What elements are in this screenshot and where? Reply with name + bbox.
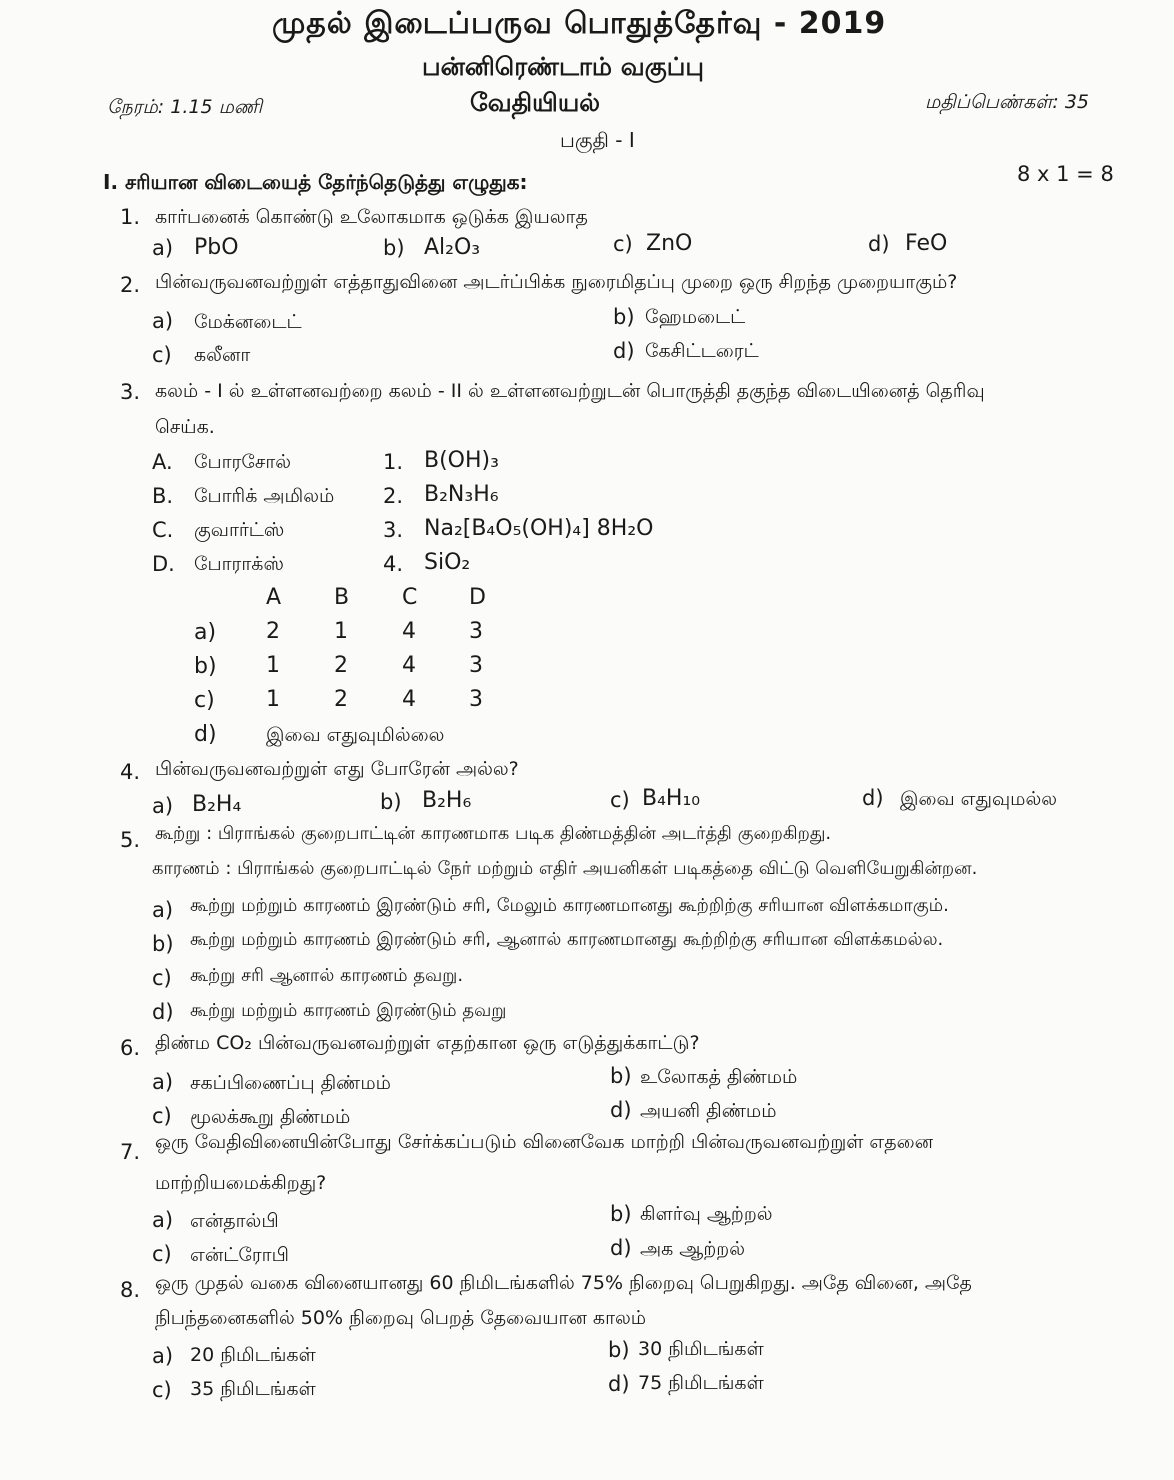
option-label: c) — [152, 1378, 172, 1402]
subject-name: வேதியியல் — [470, 88, 601, 117]
option-text: 20 நிமிடங்கள் — [190, 1344, 316, 1366]
column2-item: B₂N₃H₆ — [424, 482, 499, 507]
option-label: a) — [152, 794, 174, 818]
table-header: D — [469, 585, 486, 610]
option-label: a) — [152, 1070, 174, 1094]
column2-item: Na₂[B₄O₅(OH)₄] 8H₂O — [424, 516, 654, 541]
option-text: சகப்பிணைப்பு திண்மம் — [190, 1072, 391, 1094]
option-label: a) — [152, 309, 174, 333]
option-text: 75 நிமிடங்கள் — [638, 1372, 764, 1394]
column1-item: போரிக் அமிலம் — [194, 485, 335, 507]
question-number: 1. — [120, 205, 141, 229]
table-cell: 1 — [334, 619, 348, 644]
table-header: C — [402, 585, 418, 610]
option-label: d) — [862, 786, 884, 810]
option-label: d) — [613, 339, 635, 363]
option-label: a) — [152, 1208, 174, 1232]
option-text: B₂H₄ — [192, 792, 242, 817]
table-cell: 2 — [266, 619, 280, 644]
table-header: A — [266, 585, 282, 610]
option-text: ஹேமடைட் — [645, 306, 746, 328]
exam-time: நேரம்: 1.15 மணி — [107, 96, 263, 118]
column1-item: குவார்ட்ஸ் — [194, 519, 285, 541]
option-text: இவை எதுவுமல்ல — [900, 788, 1058, 810]
question-number: 3. — [120, 380, 141, 404]
table-row-label: a) — [194, 620, 217, 645]
option-text: 35 நிமிடங்கள் — [190, 1378, 316, 1400]
question-number: 4. — [120, 760, 141, 784]
column2-item: SiO₂ — [424, 550, 471, 575]
option-label: b) — [608, 1338, 630, 1362]
option-text: உலோகத் திண்மம் — [640, 1066, 798, 1088]
option-label: b) — [610, 1064, 632, 1088]
table-cell: 3 — [469, 653, 483, 678]
option-text: 30 நிமிடங்கள் — [638, 1338, 764, 1360]
question-text: திண்ம CO₂ பின்வருவனவற்றுள் எதற்கான ஒரு எடுத்துக்காட்டு? — [155, 1032, 700, 1054]
option-label: b) — [383, 236, 405, 260]
option-text: ZnO — [646, 231, 693, 256]
option-label: c) — [152, 343, 172, 367]
assertion-text: கூற்று : பிராங்கல் குறைபாட்டின் காரணமாக படிக திண்மத்தின் அடர்த்தி குறைகிறது. — [155, 823, 832, 844]
option-label: c) — [613, 232, 633, 256]
column2-label: 3. — [383, 518, 404, 542]
option-text: கேசிட்டரைட் — [645, 340, 759, 362]
question-number: 7. — [120, 1140, 141, 1164]
column1-item: போராக்ஸ் — [194, 553, 284, 575]
option-label: c) — [152, 1104, 172, 1128]
option-label: b) — [152, 932, 174, 956]
option-text: மேக்னடைட் — [194, 311, 302, 333]
option-text: கூற்று மற்றும் காரணம் இரண்டும் சரி, மேலும் காரணமானது கூற்றிற்கு சரியான விளக்கமாகும். — [190, 895, 949, 916]
option-label: a) — [152, 898, 174, 922]
table-cell: 2 — [334, 653, 348, 678]
table-cell: 3 — [469, 687, 483, 712]
section-instruction: I. சரியான விடையைத் தேர்ந்தெடுத்து எழுதுக: — [103, 170, 528, 194]
column1-label: C. — [152, 518, 174, 542]
class-name: பன்னிரெண்டாம் வகுப்பு — [422, 52, 704, 81]
column2-label: 2. — [383, 484, 404, 508]
option-text: PbO — [194, 235, 239, 260]
column1-label: B. — [152, 484, 174, 508]
option-label: b) — [610, 1202, 632, 1226]
option-text: கூற்று மற்றும் காரணம் இரண்டும் சரி, ஆனால் காரணமானது கூற்றிற்கு சரியான விளக்கமல்ல. — [190, 929, 944, 950]
table-cell: 1 — [266, 687, 280, 712]
question-text: ஒரு வேதிவினையின்போது சேர்க்கப்படும் வினைவேக மாற்றி பின்வருவனவற்றுள் எதனை — [155, 1131, 933, 1153]
question-text-continued: செய்க. — [155, 416, 215, 438]
column2-label: 1. — [383, 450, 404, 474]
option-label: b) — [613, 305, 635, 329]
question-text: பின்வருவனவற்றுள் எத்தாதுவினை அடர்ப்பிக்க நுரைமிதப்பு முறை ஒரு சிறந்த முறையாகும்? — [155, 271, 958, 293]
option-text: கிளர்வு ஆற்றல் — [640, 1203, 773, 1225]
table-cell: 3 — [469, 619, 483, 644]
option-label: d) — [868, 232, 890, 256]
option-text: B₄H₁₀ — [642, 786, 701, 811]
option-label: d) — [610, 1098, 632, 1122]
question-number: 6. — [120, 1036, 141, 1060]
option-label: c) — [152, 1242, 172, 1266]
reason-text: காரணம் : பிராங்கல் குறைபாட்டில் நேர் மற்றும் எதிர் அயனிகள் படிகத்தை விட்டு வெளியேறுகின்றன. — [152, 858, 978, 879]
option-text: கலீனா — [194, 344, 251, 366]
option-text: கூற்று மற்றும் காரணம் இரண்டும் தவறு — [190, 1000, 507, 1021]
question-number: 8. — [120, 1278, 141, 1302]
option-label: d) — [610, 1236, 632, 1260]
option-text: அக ஆற்றல் — [640, 1238, 745, 1260]
option-label: c) — [610, 788, 630, 812]
question-text: ஒரு முதல் வகை வினையானது 60 நிமிடங்களில் 75% நிறைவு பெறுகிறது. அதே வினை, அதே — [155, 1272, 972, 1294]
table-header: B — [334, 585, 350, 610]
option-label: a) — [152, 236, 174, 260]
option-text: FeO — [905, 231, 948, 256]
table-cell: 4 — [402, 619, 416, 644]
part-heading: பகுதி - I — [560, 128, 635, 152]
option-text: என்ட்ரோபி — [190, 1244, 289, 1266]
question-number: 2. — [120, 273, 141, 297]
table-cell: 2 — [334, 687, 348, 712]
column1-label: D. — [152, 552, 175, 576]
option-text: என்தால்பி — [190, 1210, 279, 1232]
table-cell: 1 — [266, 653, 280, 678]
section-marks: 8 x 1 = 8 — [1017, 162, 1114, 186]
question-text-continued: மாற்றியமைக்கிறது? — [155, 1172, 327, 1194]
column1-label: A. — [152, 450, 173, 474]
option-text: இவை எதுவுமில்லை — [266, 724, 445, 746]
table-row-label: b) — [194, 654, 217, 679]
option-text: B₂H₆ — [422, 788, 472, 813]
question-number: 5. — [120, 828, 141, 852]
option-label: d) — [608, 1372, 630, 1396]
question-text: கலம் - I ல் உள்ளனவற்றை கலம் - II ல் உள்ளனவற்றுடன் பொருத்தி தகுந்த விடையினைத் தெரிவு — [155, 380, 985, 402]
table-row-label: c) — [194, 688, 215, 713]
option-label: d) — [152, 1000, 174, 1024]
table-row-label: d) — [194, 722, 217, 747]
option-text: மூலக்கூறு திண்மம் — [190, 1106, 351, 1128]
exam-title: முதல் இடைப்பருவ பொதுத்தேர்வு - 2019 — [272, 6, 887, 41]
column1-item: போரசோல் — [194, 451, 292, 473]
option-text: கூற்று சரி ஆனால் காரணம் தவறு. — [190, 965, 464, 986]
column2-item: B(OH)₃ — [424, 448, 499, 473]
table-cell: 4 — [402, 687, 416, 712]
option-text: Al₂O₃ — [424, 235, 481, 260]
table-cell: 4 — [402, 653, 416, 678]
question-text: பின்வருவனவற்றுள் எது போரேன் அல்ல? — [155, 758, 519, 780]
option-label: c) — [152, 966, 172, 990]
question-text: கார்பனைக் கொண்டு உலோகமாக ஒடுக்க இயலாத — [155, 206, 588, 228]
option-label: b) — [380, 790, 402, 814]
column2-label: 4. — [383, 552, 404, 576]
option-label: a) — [152, 1344, 174, 1368]
option-text: அயனி திண்மம் — [640, 1100, 777, 1122]
total-marks: மதிப்பெண்கள்: 35 — [925, 91, 1090, 113]
question-text-continued: நிபந்தனைகளில் 50% நிறைவு பெறத் தேவையான காலம் — [155, 1307, 647, 1329]
